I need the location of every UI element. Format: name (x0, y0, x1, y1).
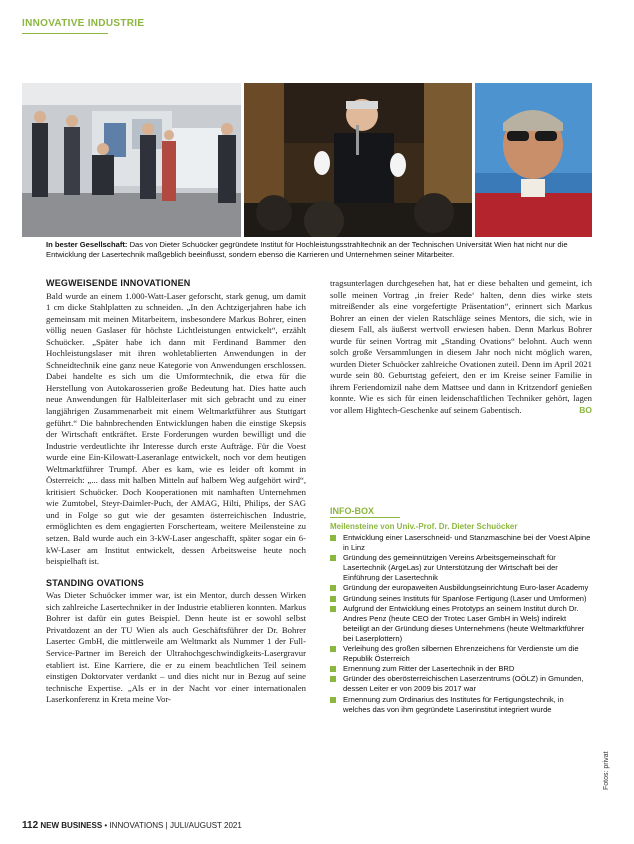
bullet-square-icon (330, 697, 336, 703)
bullet-square-icon (330, 606, 336, 612)
article-paragraph: Was Dieter Schuöcker immer war, ist ein Mentor, durch dessen Wirken sich zahlreiche Lasertechniker in der Industrie etablieren konnten. Markus Bohrer ist dafür ein gutes Beispiel. Denn heute ist er sowohl selbst Privatdozent an der TU Wien als auch Geschäftsführer der Dr. Bohrer Lasertec GmbH, die mittlerweile am Weltmarkt als Nummer 1 der Full-Service-Partner im Bereich der Ultrahochgeschwindigkeits-Lasergravur etabliert ist. Eine Karriere, die er zu einem beachtlichen Teil seinem einstigen Doktorvater verdankt – und dies nicht nur in Bezug auf seine technische Expertise. „Als er in der Nacht vor einer internationalen Laserkonferenz in Kreta meine Vor- (46, 590, 306, 705)
photo-portrait (475, 83, 592, 237)
heading-standing-ovations: STANDING OVATIONS (46, 577, 144, 588)
footer-issue: JULI/AUGUST 2021 (169, 821, 242, 830)
list-item: Ernennung zum Ordinarius des Institutes für Fertigungstechnik, in welches das von ihm gegründete Laserinstitut integriert wurde (330, 695, 592, 715)
bullet-square-icon (330, 666, 336, 672)
bullet-square-icon (330, 585, 336, 591)
photo-credit: Fotos: privat (603, 751, 610, 790)
list-item: Gründer des oberösterreichischen Laserzentrums (OÖLZ) in Gmunden, dessen Leiter er von 2009 bis 2017 war (330, 674, 592, 694)
list-item: Gründung der europaweiten Ausbildungseinrichtung Euro-laser Academy (330, 583, 592, 593)
list-item: Aufgrund der Entwicklung eines Prototyps an seinem Institut durch Dr. Andres Penz (heute CEO der Trotec Laser GmbH in Wels) indirekt beteiligt an der Gründung dieses Unternehmens (heute Weltmarktführer bei Laserplottern) (330, 604, 592, 644)
author-signoff: BO (579, 405, 592, 416)
section-label: INNOVATIVE INDUSTRIE (22, 18, 145, 29)
caption-lead: In bester Gesellschaft: (46, 240, 128, 249)
bullet-square-icon (330, 535, 336, 541)
info-box-subtitle: Meilensteine von Univ.-Prof. Dr. Dieter Schuöcker (330, 522, 518, 531)
magazine-brand: NEW BUSINESS (40, 821, 103, 830)
bullet-square-icon (330, 646, 336, 652)
page-number: 112 (22, 820, 39, 831)
milestone-list (330, 533, 592, 715)
page-footer (22, 820, 242, 831)
photo-speaker (244, 83, 472, 237)
photo-lab-group (22, 83, 241, 237)
article-column-right (330, 278, 592, 417)
info-box (330, 506, 592, 715)
article-paragraph: Bald wurde an einem 1.000-Watt-Laser geforscht, stark genug, um damit 1 cm dicke Stahlplatten zu schneiden. „In den Achtzigerjahren habe ich gemeinsam mit meinen Mitarbeitern, insbesondere Markus Bohrer, einen völlig neuen Gaslaser für höchste Lichtleistungen entwickelt“, erzählt Schuöcker. „Später habe ich dann mit Ferdinand Bammer den Hochleistungslaser mit ihren wohletablierten Anwendungen in der Schneidtechnik eine ganz neue Kategorie von Anwendungen erschlossen. Dabei handelte es sich um die Umformtechnik, die etwa für die Herstellung von Autokarosserien große Bedeutung hat. Dies hatte auch neue Anwendungen für Halbleiterlaser mit sich gebracht und zu einer langjährigen Zusammenarbeit mit einem Weltmarktführer aus Stuttgart geführt.“ Die bahnbrechenden Entwicklungen haben die einstige Skepsis der Wirtschaft entkräftet. Erste Forderungen wurden bewilligt und die Industrie verdeutlichte ihr Interesse durch erste Aufträge. Für die Voest wurde eine Ein-Kilowatt-Laseranlage entwickelt, noch vor dem heutigen Weltmarktführer Trumpf. Aber es kam, wie es leider oft kommt in Österreich: „... dass mit halben Mitteln auf halbem Weg aufgehört wird“, kritisiert Schuöcker. Doch Kooperationen mit namhaften Unternehmen wie Zumtobel, Steyr-Daimler-Puch, der AMAG, Hilti, Philips, der SAG und in Folge so gut wie der gesamten österreichischen Industrie, ermöglichten es dem engagierten Forscherteam, weitere Meilensteine zu setzen. Bald wurde auch ein 3-kW-Laser angeschafft, später sogar ein 6-kW-Laser am Institut entwickelt, dessen Arbeitsweise heute noch beispielhaft ist. (46, 290, 306, 567)
list-item: Gründung des gemeinnützigen Vereins Arbeitsgemeinschaft für Lasertechnik (ArgeLas) zur Unterstützung der Wirtschaft bei der Einführung der Lasertechnik (330, 553, 592, 583)
section-rule (22, 33, 108, 34)
list-item: Verleihung des großen silbernen Ehrenzeichens für Verdienste um die Republik Österreich (330, 644, 592, 664)
footer-pipe: | (165, 821, 168, 830)
footer-section: INNOVATIONS (109, 821, 164, 830)
article-paragraph: tragsunterlagen durchgesehen hat, hat er diese behalten und gemeint, ich solle meinen Vortrag ‚in freier Rede‘ halten, denn dies wirke stets mitreißender als eine vorgefertigte Präsentation“, erinnert sich Markus Bohrer an einen der vielen Ratschläge seines Mentors, die sich, wie in diesem Fall, als äußerst wertvoll erwiesen haben. Denn Markus Bohrer wurde für seinen Vortrag mit „Standing Ovations“ belohnt. Auch wenn solch große Versammlungen in diesem Jahr noch nicht möglich waren, wurden Dieter Schuöcker zahlreiche Ovationen zuteil. Denn im April 2021 wurde sein 80. Geburtstag gefeiert, den er im Kreise seiner Familie in ihrem Feriendomizil nahe dem Mattsee und dann in Kritzendorf genießen konnte. Wie es sich für einen leidenschaftlichen Techniker gehört, lagen vor allem Hightech-Geschenke auf seinem Gabentisch. BO (330, 278, 592, 416)
list-item: Gründung seines Instituts für Spanlose Fertigung (Laser und Umformen) (330, 594, 592, 604)
info-box-title: INFO-BOX (330, 506, 400, 518)
heading-wegweisende-innovationen: WEGWEISENDE INNOVATIONEN (46, 278, 191, 288)
article-column-left (46, 278, 306, 706)
bullet-square-icon (330, 596, 336, 602)
list-item: Ernennung zum Ritter der Lasertechnik in der BRD (330, 664, 592, 674)
caption-text: Das von Dieter Schuöcker gegründete Institut für Hochleistungsstrahltechnik an der Technischen Universität Wien hat nicht nur die Entwicklung der Lasertechnik maßgeblich beeinflusst, sondern ebenso die Karrieren und Unternehmen seiner Mitarbeiter. (46, 240, 568, 259)
footer-separator: • (104, 821, 108, 830)
bullet-square-icon (330, 555, 336, 561)
list-item: Entwicklung einer Laserschneid- und Stanzmaschine bei der Voest Alpine in Linz (330, 533, 592, 553)
photo-caption (46, 240, 586, 260)
bullet-square-icon (330, 676, 336, 682)
